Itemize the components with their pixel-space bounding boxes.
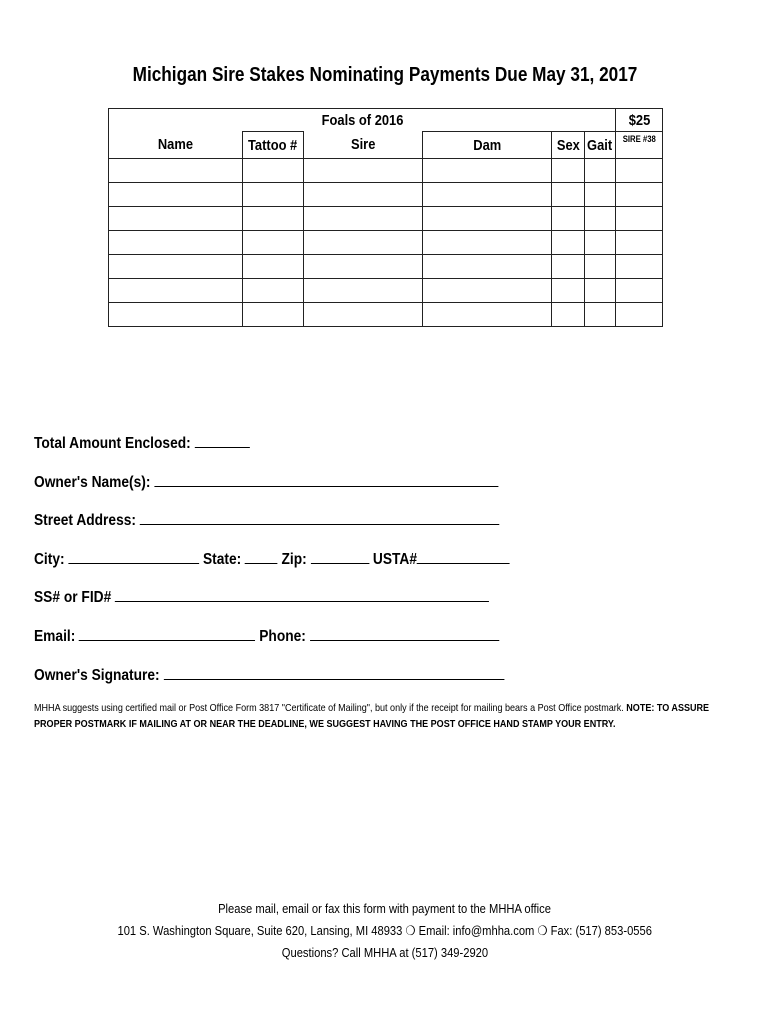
table-cell[interactable] <box>243 231 304 255</box>
ss-label: SS# or FID# <box>34 589 112 607</box>
signature-blank[interactable] <box>163 664 504 680</box>
city-label: City: <box>34 550 65 568</box>
table-cell[interactable] <box>552 183 585 207</box>
table-cell[interactable] <box>243 303 304 327</box>
fee-header: $25 <box>616 109 663 132</box>
table-cell[interactable] <box>243 159 304 183</box>
col-name: Name <box>109 132 243 159</box>
total-blank[interactable] <box>195 432 250 448</box>
table-cell[interactable] <box>109 159 243 183</box>
footer-address: 101 S. Washington Square, Suite 620, Lansing, MI 48933 <box>117 923 403 938</box>
table-cell[interactable] <box>109 183 243 207</box>
state-blank[interactable] <box>245 548 278 564</box>
table-cell[interactable] <box>109 255 243 279</box>
table-cell[interactable] <box>585 207 616 231</box>
zip-blank[interactable] <box>311 548 369 564</box>
table-cell[interactable] <box>243 255 304 279</box>
signature-label: Owner's Signature: <box>34 666 160 684</box>
signature-line[interactable] <box>34 664 494 703</box>
table-cell[interactable] <box>585 159 616 183</box>
ss-blank[interactable] <box>115 586 489 602</box>
table-row <box>109 303 663 327</box>
owner-name-line[interactable] <box>34 471 494 510</box>
table-row <box>109 207 663 231</box>
phone-label: Phone: <box>259 627 306 645</box>
city-blank[interactable] <box>68 548 199 564</box>
table-cell[interactable] <box>243 279 304 303</box>
table-cell[interactable] <box>585 255 616 279</box>
table-cell[interactable] <box>423 279 552 303</box>
owner-name-label: Owner's Name(s): <box>34 473 151 491</box>
table-cell[interactable] <box>585 183 616 207</box>
table-cell[interactable] <box>616 231 663 255</box>
table-cell[interactable] <box>304 279 423 303</box>
table-cell[interactable] <box>304 183 423 207</box>
footer-email: Email: info@mhha.com <box>418 923 535 938</box>
table-cell[interactable] <box>552 255 585 279</box>
footer-line1: Please mail, email or fax this form with payment to the MHHA office <box>218 901 552 916</box>
email-blank[interactable] <box>79 625 255 641</box>
total-label: Total Amount Enclosed: <box>34 435 191 452</box>
foals-group-header: Foals of 2016 <box>109 109 616 132</box>
note-text: MHHA suggests using certified mail or Post Office Form 3817 "Certificate of Mailing", but only if the receipt for mailing bears a Post Office postmark. <box>34 702 624 714</box>
footer-line2 <box>118 920 652 942</box>
table-cell[interactable] <box>109 279 243 303</box>
table-cell[interactable] <box>304 255 423 279</box>
bullet-icon: ❍ <box>405 923 416 938</box>
state-label: State: <box>202 550 242 568</box>
footer <box>0 898 770 964</box>
table-cell[interactable] <box>304 231 423 255</box>
table-cell[interactable] <box>616 207 663 231</box>
owner-fields <box>34 432 494 702</box>
table-row <box>109 183 663 207</box>
table-cell[interactable] <box>109 231 243 255</box>
street-label: Street Address: <box>34 512 136 530</box>
page-title: Michigan Sire Stakes Nominating Payments Due May 31, 2017 <box>132 64 638 86</box>
table-cell[interactable] <box>109 207 243 231</box>
table-cell[interactable] <box>552 279 585 303</box>
col-dam: Dam <box>423 132 552 159</box>
table-row <box>109 255 663 279</box>
table-cell[interactable] <box>552 303 585 327</box>
table-cell[interactable] <box>243 183 304 207</box>
email-label: Email: <box>34 627 76 645</box>
total-amount-line[interactable] <box>34 432 494 471</box>
footer-fax: Fax: (517) 853-0556 <box>550 923 653 938</box>
mailing-note <box>34 700 713 732</box>
nomination-table <box>108 108 663 327</box>
table-row <box>109 279 663 303</box>
table-cell[interactable] <box>616 303 663 327</box>
table-cell[interactable] <box>304 303 423 327</box>
footer-line3: Questions? Call MHHA at (517) 349-2920 <box>281 945 489 960</box>
table-cell[interactable] <box>423 207 552 231</box>
table-cell[interactable] <box>552 207 585 231</box>
col-sire: Sire <box>304 132 423 159</box>
table-cell[interactable] <box>423 231 552 255</box>
table-cell[interactable] <box>304 207 423 231</box>
table-row <box>109 231 663 255</box>
table-cell[interactable] <box>585 231 616 255</box>
table-cell[interactable] <box>616 279 663 303</box>
table-cell[interactable] <box>423 183 552 207</box>
table-cell[interactable] <box>585 279 616 303</box>
table-cell[interactable] <box>616 183 663 207</box>
phone-blank[interactable] <box>310 625 499 641</box>
usta-blank[interactable] <box>417 548 510 564</box>
col-tattoo: Tattoo # <box>243 132 304 159</box>
col-sex: Sex <box>552 132 585 159</box>
table-cell[interactable] <box>552 159 585 183</box>
table-cell[interactable] <box>304 159 423 183</box>
col-sire-code: SIRE #38 <box>616 132 663 159</box>
table-cell[interactable] <box>423 255 552 279</box>
table-cell[interactable] <box>616 255 663 279</box>
note-bold: NOTE: TO ASSURE PROPER POSTMARK IF MAILING AT OR NEAR THE DEADLINE, WE SUGGEST HAVING THE POST OFFICE HAND STAMP YOUR ENTRY. <box>34 702 710 730</box>
table-cell[interactable] <box>109 303 243 327</box>
table-cell[interactable] <box>552 231 585 255</box>
usta-label: USTA# <box>372 550 417 568</box>
table-cell[interactable] <box>423 303 552 327</box>
table-cell[interactable] <box>585 303 616 327</box>
bullet-icon: ❍ <box>537 923 548 938</box>
table-cell[interactable] <box>243 207 304 231</box>
zip-label: Zip: <box>281 550 307 568</box>
street-line[interactable] <box>34 509 494 548</box>
table-cell[interactable] <box>423 159 552 183</box>
city-state-zip-line[interactable] <box>34 548 494 587</box>
col-gait: Gait <box>585 132 616 159</box>
owner-name-blank[interactable] <box>154 471 498 487</box>
table-cell[interactable] <box>616 159 663 183</box>
table-row <box>109 159 663 183</box>
ss-line[interactable] <box>34 586 494 625</box>
street-blank[interactable] <box>140 509 499 525</box>
email-phone-line[interactable] <box>34 625 494 664</box>
